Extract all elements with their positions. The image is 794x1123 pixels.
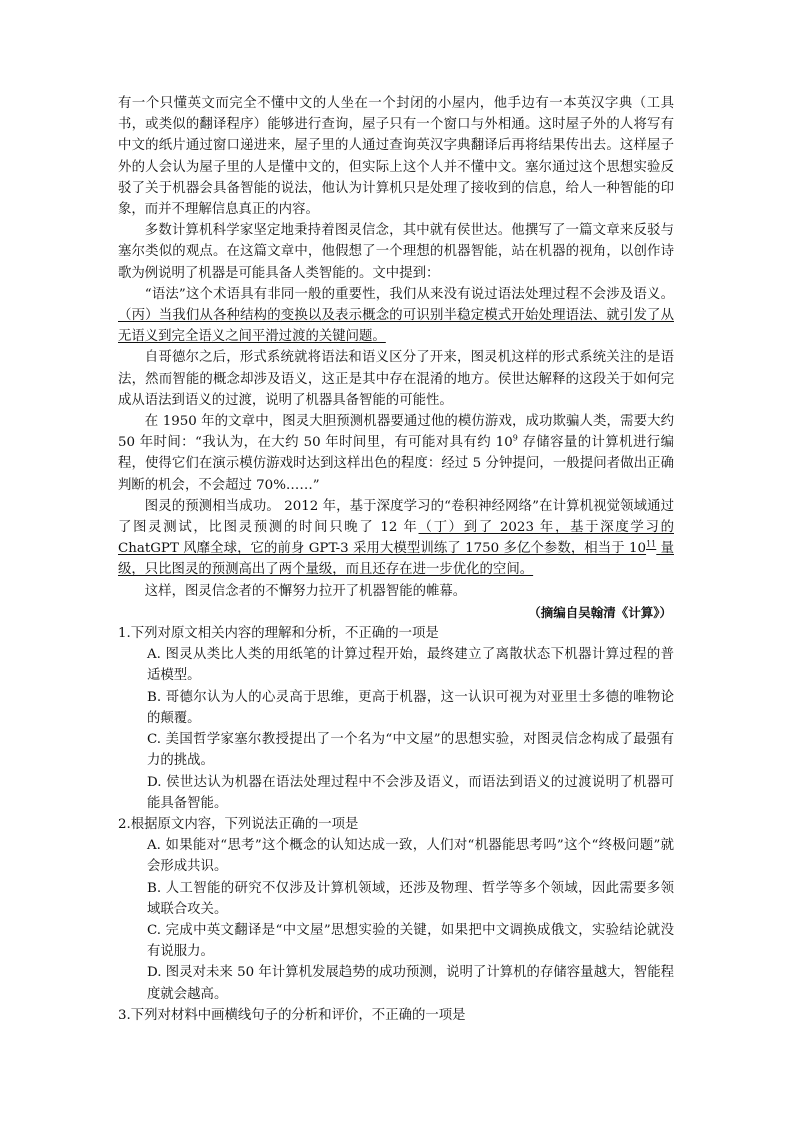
question-1-option-a: A. 图灵从类比人类的用纸笔的计算过程开始，最终建立了离散状态下机器计算过程的普适模型。 [147,647,674,684]
question-2-stem: 2.根据原文内容，下列说法正确的一项是 [118,816,359,832]
turing-1950-text-b: 存储容量的计算机进行编程，使得它们在演示模仿游戏时达到这样出色的程度：经过 5 分钟提问，一般提问者做出正确判断的机会，不会超过 70%……” [118,435,674,493]
underlined-sentence-bing: （丙）当我们从各种结构的变换以及表示概念的可识别半稳定模式开始处理语法、就引发了从无语义到完全语义之间平滑过渡的关键问题。 [118,308,674,345]
superscript-11: 11 [646,539,657,549]
question-2-option-d: D. 图灵对未来 50 年计算机发展趋势的成功预测，说明了计算机的存储容量越大，智能程度就会越高。 [147,965,674,1002]
paragraph-turing-1950 [118,411,674,496]
question-1-option-c: C. 美国哲学家塞尔教授提出了一个名为“中文屋”的思想实验，对图灵信念构成了最强有力的挑战。 [147,732,674,769]
turing-1950-text-a: 在 1950 年的文章中，图灵大胆预测机器要通过他的模仿游戏，成功欺骗人类，需要大约 50 年时间：“我认为，在大约 50 年时间里，有可能对具有约 10 [118,414,674,451]
question-2-option-a: A. 如果能对“思考”这个概念的认知达成一致，人们对“机器能思考吗”这个“终极问题”就会形成共识。 [147,838,674,875]
question-1-option-d: D. 侯世达认为机器在语法处理过程中不会涉及语义，而语法到语义的过渡说明了机器可能具备智能。 [147,774,674,811]
prediction-text: 图灵的预测相当成功。 2012 年，基于深度学习的“卷积神经网络”在计算机视觉领域通过了图灵测试，比图灵预测的时间只晚了 12 年 [118,498,674,536]
syntax-quote-text: “语法”这个术语具有非同一般的重要性，我们从来没有说过语法处理过程不会涉及语义。 [144,286,674,302]
paragraph-chinese-room: 有一个只懂英文而完全不懂中文的人坐在一个封闭的小屋内，他手边有一本英汉字典（工具书，或类似的翻译程序）能够进行查询，屋子只有一个窗口与外相通。这时屋子外的人将写有中文的纸片通过窗口递进来，屋子里的人通过查询英汉字典翻译后再将结果传出去。这样屋子外的人会认为屋子里的人是懂中文的，但实际上这个人并不懂中文。塞尔通过这个思想实验反驳了关于机器会具备智能的说法，他认为计算机只是处理了接收到的信息，给人一种智能的印象，而并不理解信息真正的内容。 [118,96,674,218]
question-2-option-c: C. 完成中英文翻译是“中文屋”思想实验的关键，如果把中文调换成俄文，实验结论就没有说服力。 [147,922,674,960]
question-1-stem: 1.下列对原文相关内容的理解和分析，不正确的一项是 [118,626,439,642]
underlined-sentence-ding-a: （丁）到了 2023 年，基于深度学习的 ChatGPT 风靡全球，它的前身 GPT-3 采用大模型训练了 1750 多亿个参数，相当于 10 [118,520,674,557]
paragraph-godel: 自哥德尔之后，形式系统就将语法和语义区分了开来，图灵机这样的形式系统关注的是语法，然而智能的概念却涉及语义，这正是其中存在混淆的地方。侯世达解释的这段关于如何完成从语法到语义的过渡，说明了机器具备智能的可能性。 [118,350,674,408]
question-1-option-b: B. 哥德尔认为人的心灵高于思维，更高于机器，这一认识可视为对亚里士多德的唯物论的颠覆。 [147,689,674,726]
paragraph-syntax-quote [118,284,674,348]
source-citation: （摘编自吴翰清《计算》） [528,604,672,620]
paragraph-hofstadter: 多数计算机科学家坚定地秉持着图灵信念，其中就有侯世达。他撰写了一篇文章来反驳与塞尔类似的观点。在这篇文章中，他假想了一个理想的机器智能，站在机器的视角，以创作诗歌为例说明了机器是可能具备人类智能的。文中提到： [118,223,674,281]
paragraph-conclusion: 这样，图灵信念者的不懈努力拉开了机器智能的帷幕。 [144,583,467,599]
superscript-9: 9 [512,433,518,443]
question-2-option-b: B. 人工智能的研究不仅涉及计算机领域，还涉及物理、哲学等多个领域，因此需要多领域联合攻关。 [147,880,674,917]
underlined-sentence-ding-b: 量级，只比图灵的预测高出了两个量级，而且还存在进一步优化的空间。 [118,541,674,578]
question-3-stem: 3.下列对材料中画横线句子的分析和评价，不正确的一项是 [118,1007,466,1023]
paragraph-prediction-success [118,496,674,581]
document-page [118,93,674,1026]
